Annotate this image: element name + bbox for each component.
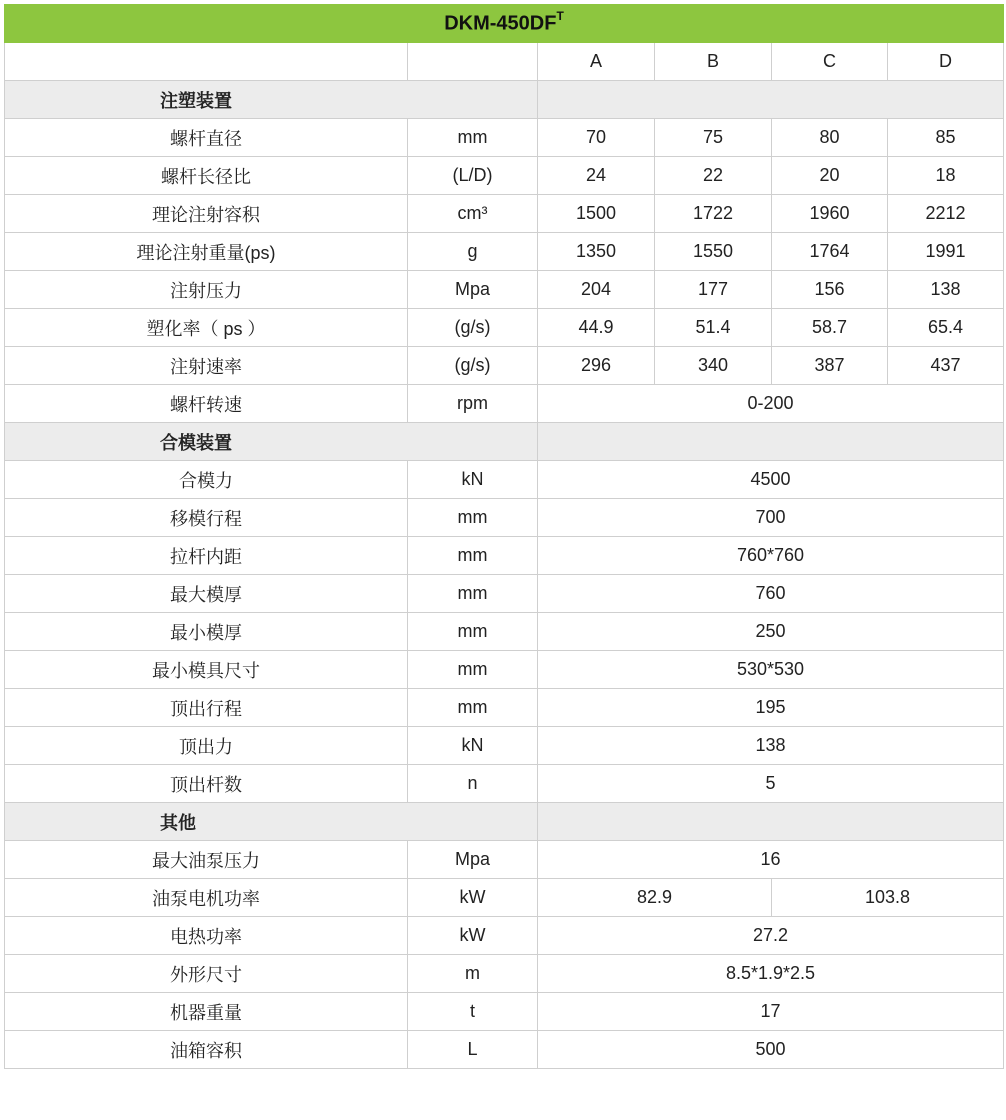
row-label: 注射压力 [5,271,408,309]
table-row [5,1031,1004,1069]
row-unit: cm³ [408,195,538,233]
cell-value: 24 [538,157,655,195]
section-filler [538,81,1004,119]
cell-value: 75 [655,119,772,157]
row-label: 拉杆内距 [5,537,408,575]
table-row [5,233,1004,271]
model-title [5,5,1004,43]
cell-value: 1960 [772,195,888,233]
row-unit: L [408,1031,538,1069]
column-header-a: A [538,43,655,81]
row-label: 顶出力 [5,727,408,765]
cell-value: 138 [538,727,1004,765]
table-row [5,993,1004,1031]
row-unit: m [408,955,538,993]
table-row [5,271,1004,309]
cell-value: 22 [655,157,772,195]
cell-value: 437 [888,347,1004,385]
cell-value: 8.5*1.9*2.5 [538,955,1004,993]
cell-value: 1722 [655,195,772,233]
section-title-other: 其他 [5,803,538,841]
cell-value: 17 [538,993,1004,1031]
cell-value: 1550 [655,233,772,271]
cell-value: 65.4 [888,309,1004,347]
model-superscript: T [556,9,564,24]
table-row [5,955,1004,993]
cell-value: 44.9 [538,309,655,347]
row-label: 注射速率 [5,347,408,385]
section-row-clamping [5,423,1004,461]
table-row [5,499,1004,537]
title-row [5,5,1004,43]
row-label: 油箱容积 [5,1031,408,1069]
row-label: 合模力 [5,461,408,499]
table-row [5,157,1004,195]
section-filler [538,423,1004,461]
cell-value: 250 [538,613,1004,651]
row-label: 顶出杆数 [5,765,408,803]
cell-value: 27.2 [538,917,1004,955]
table-row [5,879,1004,917]
row-unit: Mpa [408,271,538,309]
row-unit: Mpa [408,841,538,879]
cell-value: 51.4 [655,309,772,347]
table-row [5,537,1004,575]
table-row [5,689,1004,727]
cell-value: 4500 [538,461,1004,499]
table-row [5,841,1004,879]
row-label: 外形尺寸 [5,955,408,993]
row-label: 理论注射重量(ps) [5,233,408,271]
table-row [5,727,1004,765]
row-unit: kN [408,461,538,499]
row-unit: kN [408,727,538,765]
cell-value: 700 [538,499,1004,537]
row-label: 塑化率（ ps ） [5,309,408,347]
table-row [5,347,1004,385]
row-unit: mm [408,537,538,575]
column-header-b: B [655,43,772,81]
cell-value: 177 [655,271,772,309]
model-name: DKM-450DF [444,12,557,35]
row-unit: (g/s) [408,347,538,385]
section-row-other [5,803,1004,841]
row-label: 螺杆直径 [5,119,408,157]
cell-value: 340 [655,347,772,385]
row-unit: kW [408,879,538,917]
row-label: 最大油泵压力 [5,841,408,879]
cell-value: 80 [772,119,888,157]
cell-value: 82.9 [538,879,772,917]
cell-value: 530*530 [538,651,1004,689]
row-unit: (L/D) [408,157,538,195]
row-unit: g [408,233,538,271]
table-row [5,119,1004,157]
column-header-c: C [772,43,888,81]
row-unit: mm [408,651,538,689]
cell-value: 103.8 [772,879,1004,917]
row-label: 电热功率 [5,917,408,955]
column-header-row [5,43,1004,81]
table-row [5,309,1004,347]
row-label: 机器重量 [5,993,408,1031]
cell-value: 387 [772,347,888,385]
table-row [5,917,1004,955]
row-unit: (g/s) [408,309,538,347]
table-row [5,575,1004,613]
cell-value: 58.7 [772,309,888,347]
row-label: 油泵电机功率 [5,879,408,917]
cell-value: 760*760 [538,537,1004,575]
spec-table [4,4,1004,1069]
cell-value: 760 [538,575,1004,613]
table-row [5,765,1004,803]
table-row [5,385,1004,423]
cell-value: 0-200 [538,385,1004,423]
cell-value: 16 [538,841,1004,879]
section-filler [538,803,1004,841]
row-unit: rpm [408,385,538,423]
row-label: 最小模具尺寸 [5,651,408,689]
section-row-injection [5,81,1004,119]
cell-value: 138 [888,271,1004,309]
cell-value: 1764 [772,233,888,271]
cell-value: 1991 [888,233,1004,271]
cell-value: 2212 [888,195,1004,233]
row-unit: kW [408,917,538,955]
cell-value: 18 [888,157,1004,195]
row-label: 移模行程 [5,499,408,537]
table-row [5,461,1004,499]
row-unit: t [408,993,538,1031]
row-unit: n [408,765,538,803]
table-row [5,651,1004,689]
row-unit: mm [408,119,538,157]
section-title-clamping: 合模装置 [5,423,538,461]
cell-value: 204 [538,271,655,309]
row-label: 最小模厚 [5,613,408,651]
cell-value: 70 [538,119,655,157]
column-header-d: D [888,43,1004,81]
row-unit: mm [408,689,538,727]
cell-value: 1350 [538,233,655,271]
row-unit: mm [408,499,538,537]
cell-value: 500 [538,1031,1004,1069]
cell-value: 5 [538,765,1004,803]
cell-value: 156 [772,271,888,309]
cell-value: 20 [772,157,888,195]
section-title-injection: 注塑装置 [5,81,538,119]
row-label: 螺杆长径比 [5,157,408,195]
row-label: 理论注射容积 [5,195,408,233]
cell-value: 195 [538,689,1004,727]
cell-value: 1500 [538,195,655,233]
cell-value: 85 [888,119,1004,157]
row-label: 最大模厚 [5,575,408,613]
row-label: 顶出行程 [5,689,408,727]
row-unit: mm [408,575,538,613]
row-label: 螺杆转速 [5,385,408,423]
header-empty [5,43,408,81]
row-unit: mm [408,613,538,651]
table-row [5,613,1004,651]
table-row [5,195,1004,233]
header-empty [408,43,538,81]
cell-value: 296 [538,347,655,385]
